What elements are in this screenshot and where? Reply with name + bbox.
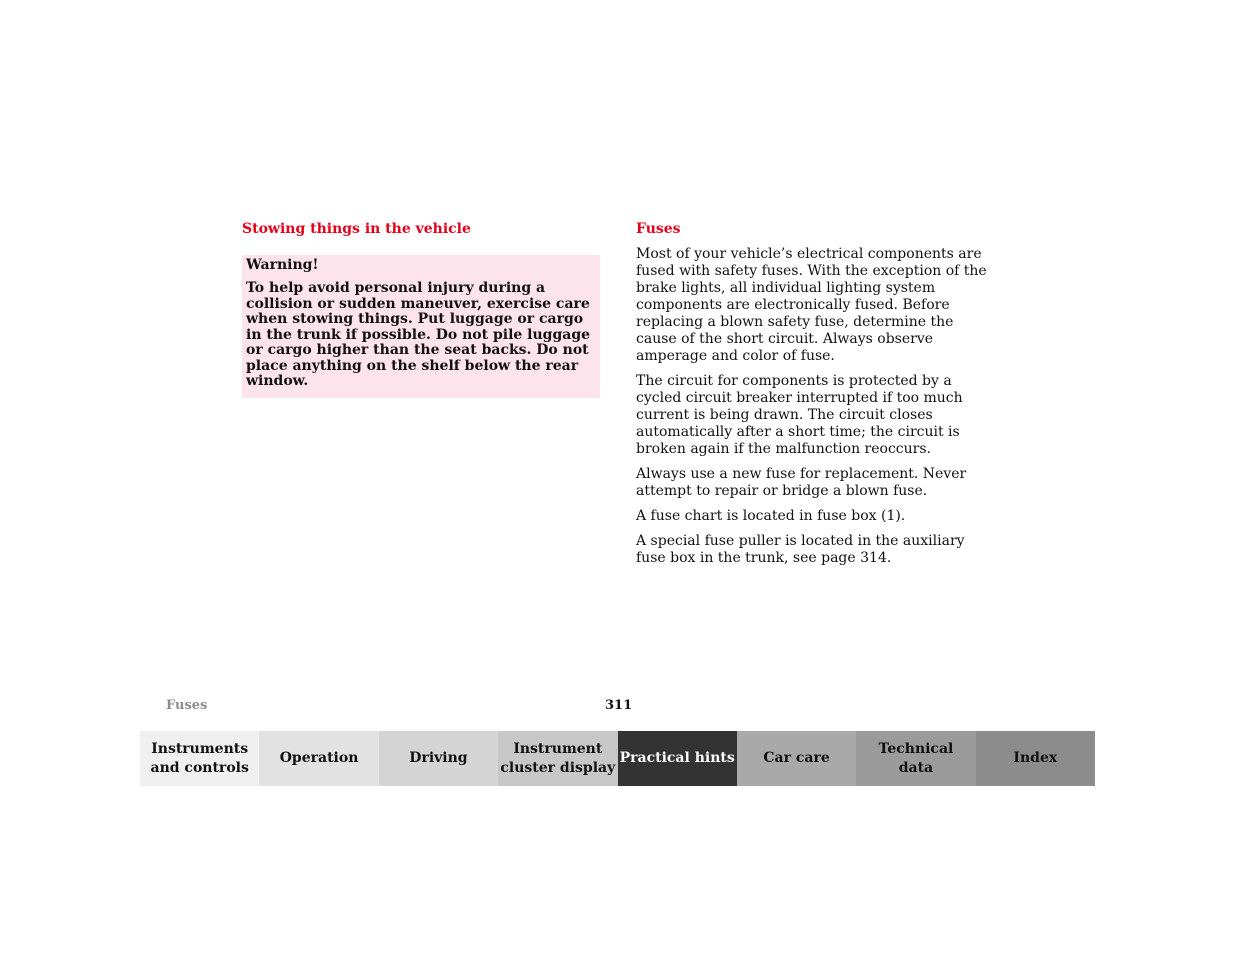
fuses-paragraph: The circuit for components is protected by a cycled circuit breaker interrupted if too much current is being drawn. The circuit closes automatically after a short time; the circuit is broken again if the malfunction reoccurs.: [636, 373, 963, 457]
nav-tab-label: Index: [1013, 750, 1058, 766]
chapter-nav-bar: [140, 731, 1095, 786]
stowing-heading: Stowing things in the vehicle: [242, 221, 471, 237]
left-column: [242, 220, 600, 398]
nav-tab-technical-data[interactable]: [856, 731, 975, 786]
warning-text: To help avoid personal injury during a collision or sudden maneuver, exercise care when stowing things. Put luggage or cargo in the trunk if possible. Do not pile luggage or cargo higher than the seat backs. Do not place anything on the shelf below the rear window.: [246, 280, 591, 389]
right-column: [636, 220, 996, 575]
nav-tab-label: Instrument cluster display: [500, 740, 616, 776]
nav-tab-label: Driving: [409, 750, 468, 766]
nav-tab-label: Instruments and controls: [150, 740, 249, 776]
fuses-paragraph: Most of your vehicle’s electrical components are fused with safety fuses. With the exception of the brake lights, all individual lighting system components are electronically fused. Before replacing a blown safety fuse, determine the cause of the short circuit. Always observe amperage and color of fuse.: [636, 246, 987, 364]
fuses-paragraph: Always use a new fuse for replacement. Never attempt to repair or bridge a blown fuse.: [636, 466, 967, 499]
fuses-paragraph: A fuse chart is located in fuse box (1).: [636, 508, 906, 524]
nav-tab-instruments-and-controls[interactable]: [140, 731, 259, 786]
page-number: 311: [605, 698, 633, 713]
warning-box: [242, 255, 600, 398]
footer-section-label: Fuses: [166, 698, 208, 713]
nav-tab-instrument-cluster-display[interactable]: [498, 731, 617, 786]
nav-tab-index[interactable]: [976, 731, 1095, 786]
warning-title: Warning!: [246, 257, 319, 273]
fuses-paragraph: A special fuse puller is located in the auxiliary fuse box in the trunk, see page 314.: [636, 533, 965, 566]
nav-tab-label: Technical data: [878, 740, 954, 776]
nav-tab-label: Operation: [279, 750, 359, 766]
nav-tab-label: Practical hints: [619, 750, 735, 766]
nav-tab-driving[interactable]: [379, 731, 498, 786]
nav-tab-practical-hints[interactable]: [618, 731, 737, 786]
fuses-heading: Fuses: [636, 221, 681, 237]
nav-tab-operation[interactable]: [259, 731, 378, 786]
nav-tab-label: Car care: [763, 750, 830, 766]
nav-tab-car-care[interactable]: [737, 731, 856, 786]
